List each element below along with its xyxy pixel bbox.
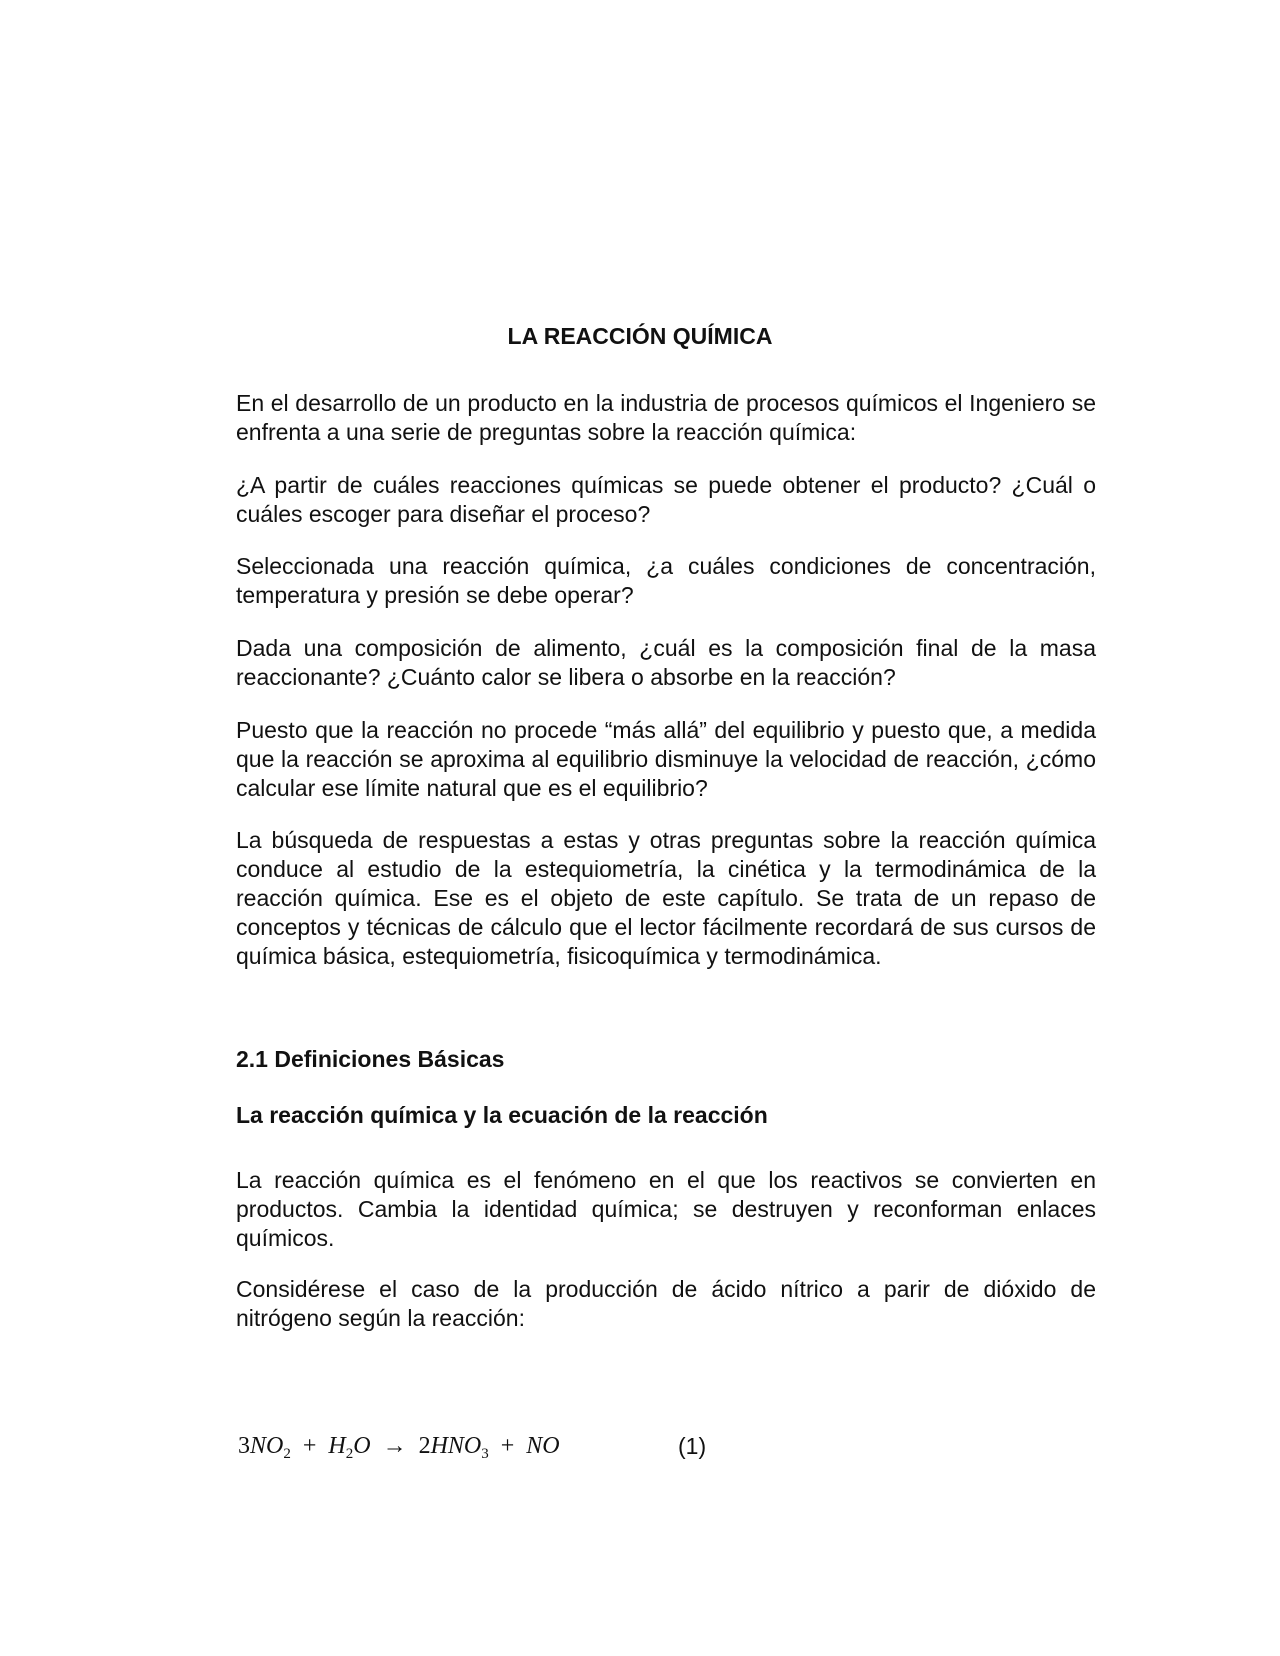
section-heading: 2.1 Definiciones Básicas [236,1046,505,1072]
equation-coefficient: 3 [238,1433,250,1459]
question-paragraph-4: Puesto que la reacción no procede “más allá” del equilibrio y puesto que, a medida que la reacción se aproxima al equilibrio disminuye la velocidad de reacción, ¿cómo calcular ese límite natural que es el equilibrio? [236,717,1096,801]
document-title: LA REACCIÓN QUÍMICA [507,323,773,349]
equation-subscript: 2 [283,1446,291,1462]
intro-paragraph: En el desarrollo de un producto en la industria de procesos químicos el Ingeniero se enfrenta a una serie de preguntas sobre la reacción química: [236,390,1096,445]
equation-subscript: 3 [481,1446,489,1462]
equation-coefficient: 2 [418,1433,431,1459]
question-paragraph-3: Dada una composición de alimento, ¿cuál es la composición final de la masa reaccionante? ¿Cuánto calor se libera o absorbe en la reacción? [236,635,1096,690]
subsection-heading: La reacción química y la ecuación de la reacción [236,1102,768,1128]
example-paragraph: Considérese el caso de la producción de ácido nítrico a parir de dióxido de nitrógeno según la reacción: [236,1276,1096,1331]
equation-term: HNO [430,1433,482,1459]
equation-subscript: 2 [345,1446,354,1462]
equation-term: O [353,1433,371,1459]
reaction-equation [238,1430,560,1470]
equation-term: NO [526,1433,560,1459]
question-paragraph-1: ¿A partir de cuáles reacciones químicas se puede obtener el producto? ¿Cuál o cuáles escoger para diseñar el proceso? [236,472,1096,527]
equation-number: (1) [678,1433,707,1459]
equation-term: NO [250,1433,284,1459]
equation-arrow: → [382,1433,407,1459]
equation-term: H [328,1433,346,1459]
equation-plus: + [302,1433,317,1459]
question-paragraph-2: Seleccionada una reacción química, ¿a cuáles condiciones de concentración, temperatura y presión se debe operar? [236,553,1096,608]
definition-paragraph: La reacción química es el fenómeno en el que los reactivos se convierten en productos. Cambia la identidad química; se destruyen y reconforman enlaces químicos. [236,1167,1096,1251]
chapter-objective-paragraph: La búsqueda de respuestas a estas y otras preguntas sobre la reacción química conduce al estudio de la estequiometría, la cinética y la termodinámica de la reacción química. Ese es el objeto de este capítulo. Se trata de un repaso de conceptos y técnicas de cálculo que el lector fácilmente recordará de sus cursos de química básica, estequiometría, fisicoquímica y termodinámica. [236,827,1096,969]
equation-plus: + [500,1433,515,1459]
